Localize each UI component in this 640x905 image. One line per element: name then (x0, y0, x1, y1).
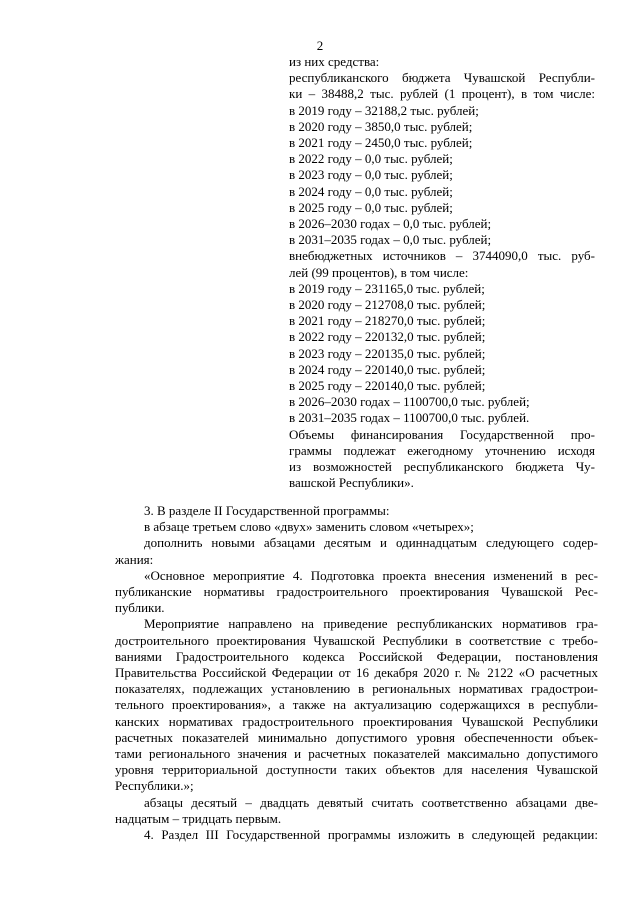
financing-line: из возможностей республиканского бюджета Чу- (289, 459, 595, 475)
financing-line: в 2019 году – 32188,2 тыс. рублей; (289, 102, 479, 118)
financing-line: в 2025 году – 220140,0 тыс. рублей; (289, 378, 486, 394)
text-line: достроительного проектирования Чувашской Республики в соответствие с требо- (115, 632, 598, 648)
financing-line: Объемы финансирования Государственной про- (289, 426, 595, 442)
text-line: Мероприятие направлено на приведение республиканских нормативов гра- (144, 616, 598, 632)
text-line: «Основное мероприятие 4. Подготовка проекта внесения изменений в рес- (144, 567, 598, 583)
financing-line: вашской Республики». (289, 475, 414, 491)
text-line: в абзаце третьем слово «двух» заменить словом «четырех»; (144, 519, 474, 535)
financing-line: внебюджетных источников – 3744090,0 тыс. руб- (289, 248, 595, 264)
financing-line: в 2022 году – 220132,0 тыс. рублей; (289, 329, 486, 345)
text-line: надцатым – тридцать первым. (115, 810, 282, 826)
financing-line: в 2021 году – 2450,0 тыс. рублей; (289, 135, 473, 151)
financing-line: в 2022 году – 0,0 тыс. рублей; (289, 151, 453, 167)
text-line: публиканские нормативы градостроительного проектирования Чувашской Рес- (115, 584, 598, 600)
financing-line: из них средства: (289, 54, 380, 69)
text-line: канских нормативах градостроительного проектирования Чувашской Республики (115, 713, 598, 729)
financing-line: в 2020 году – 3850,0 тыс. рублей; (289, 118, 473, 134)
financing-line: в 2025 году – 0,0 тыс. рублей; (289, 199, 453, 215)
financing-line: в 2031–2035 годах – 0,0 тыс. рублей; (289, 232, 492, 248)
text-line: 3. В разделе II Государственной программы: (144, 503, 390, 518)
financing-line: республиканского бюджета Чувашской Республи- (289, 70, 595, 86)
financing-line: в 2021 году – 218270,0 тыс. рублей; (289, 313, 486, 329)
financing-line: ки – 38488,2 тыс. рублей (1 процент), в том числе: (289, 86, 595, 102)
financing-line: граммы подлежат ежегодному уточнению исходя (289, 442, 595, 458)
text-line: жания: (115, 551, 154, 567)
text-line: публики. (115, 600, 165, 616)
financing-line: в 2031–2035 годах – 1100700,0 тыс. рублей. (289, 410, 530, 426)
financing-line: в 2019 году – 231165,0 тыс. рублей; (289, 280, 485, 296)
text-line: показателях, подлежащих установлению в региональных нормативах градострои- (115, 681, 598, 697)
page-number: 2 (316, 38, 324, 53)
text-line: дополнить новыми абзацами десятым и одиннадцатым следующего содер- (144, 535, 598, 551)
financing-line: в 2026–2030 годах – 1100700,0 тыс. рублей; (289, 394, 530, 410)
text-line: ваниями Градостроительного кодекса Российской Федерации, постановления (115, 648, 598, 664)
financing-line: в 2023 году – 0,0 тыс. рублей; (289, 167, 453, 183)
text-line: 4. Раздел III Государственной программы изложить в следующей редакции: (144, 827, 598, 843)
text-line: расчетных показателей минимально допустимого уровня обеспеченности объек- (115, 729, 598, 745)
financing-column (289, 54, 595, 491)
text-line: тельного проектирования», а также на актуализацию содержащихся в республи- (115, 697, 598, 713)
financing-line: в 2023 году – 220135,0 тыс. рублей; (289, 345, 486, 361)
financing-line: в 2024 году – 0,0 тыс. рублей; (289, 183, 453, 199)
text-line: абзацы десятый – двадцать девятый считать соответственно абзацами две- (144, 794, 598, 810)
financing-line: в 2026–2030 годах – 0,0 тыс. рублей; (289, 216, 492, 232)
text-line: Республики.»; (115, 778, 194, 794)
text-line: тами регионального значения и расчетных показателей максимально допустимого (115, 746, 598, 762)
text-line: Правительства Российской Федерации от 16 декабря 2020 г. № 2122 «О расчетных (115, 665, 598, 681)
body-text (115, 503, 598, 843)
financing-line: лей (99 процентов), в том числе: (289, 264, 469, 280)
text-line: уровня территориальной доступности таких объектов для населения Чувашской (115, 762, 598, 778)
financing-line: в 2020 году – 212708,0 тыс. рублей; (289, 297, 486, 313)
financing-line: в 2024 году – 220140,0 тыс. рублей; (289, 361, 486, 377)
